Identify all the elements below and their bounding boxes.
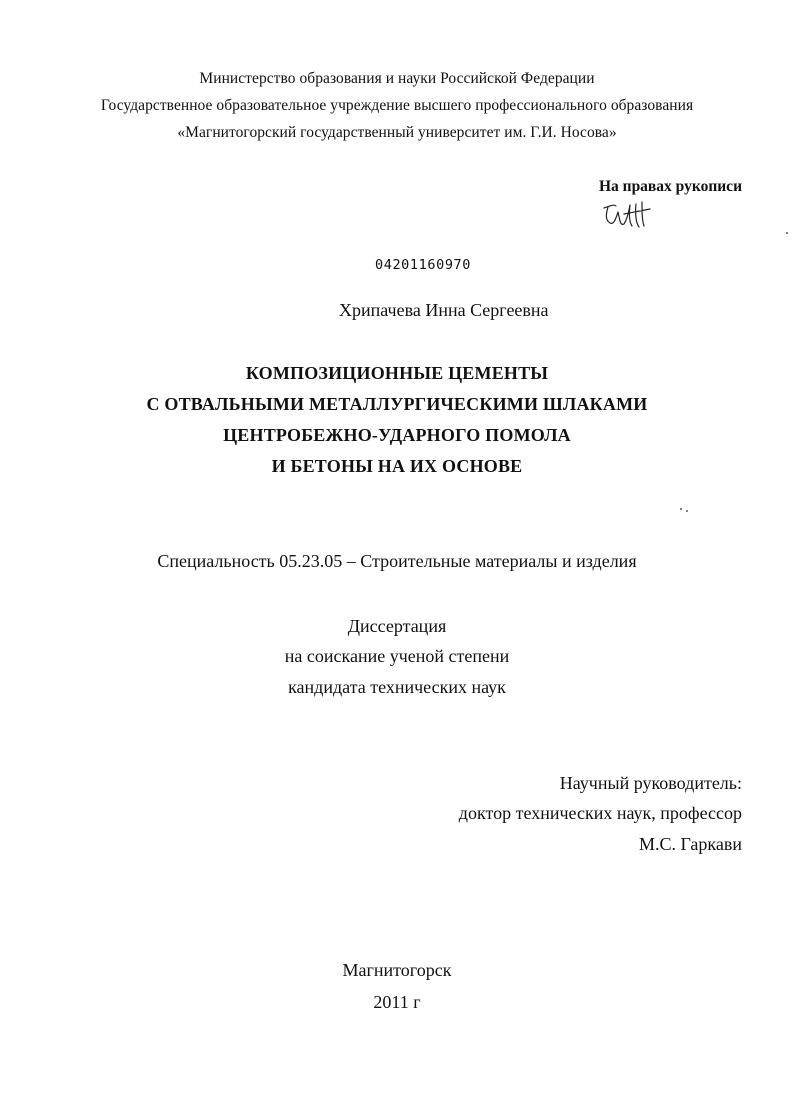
- scan-speck: [680, 508, 682, 510]
- year: 2011 г: [373, 992, 421, 1012]
- degree-line-3: кандидата технических наук: [288, 677, 506, 697]
- handwritten-signature: [598, 196, 658, 236]
- title-line-1: КОМПОЗИЦИОННЫЕ ЦЕМЕНТЫ: [245, 363, 549, 383]
- supervisor-label: Научный руководитель:: [559, 773, 742, 793]
- specialty-line: Специальность 05.23.05 – Строительные материалы и изделия: [157, 551, 637, 571]
- degree-line-1: Диссертация: [347, 616, 447, 636]
- city: Магнитогорск: [342, 960, 452, 980]
- scan-speck: [786, 232, 788, 234]
- author-name: Хрипачева Инна Сергеевна: [339, 300, 549, 320]
- supervisor-name: М.С. Гаркави: [638, 834, 742, 854]
- title-line-3: ЦЕНТРОБЕЖНО-УДАРНОГО ПОМОЛА: [223, 425, 571, 445]
- scan-speck: [686, 510, 688, 512]
- supervisor-credentials: доктор технических наук, профессор: [458, 803, 742, 823]
- title-line-2: С ОТВАЛЬНЫМИ МЕТАЛЛУРГИЧЕСКИМИ ШЛАКАМИ: [146, 394, 648, 414]
- degree-line-2: на соискание ученой степени: [284, 646, 510, 666]
- ministry-line: Министерство образования и науки Российской Федерации: [199, 70, 595, 87]
- university-line: «Магнитогорский государственный университет им. Г.И. Носова»: [177, 124, 617, 141]
- catalog-code: 04201160970: [375, 257, 472, 273]
- manuscript-rights-note: На правах рукописи: [598, 178, 742, 195]
- institution-type-line: Государственное образовательное учреждение высшего профессионального образования: [100, 97, 694, 114]
- title-line-4: И БЕТОНЫ НА ИХ ОСНОВЕ: [271, 456, 523, 476]
